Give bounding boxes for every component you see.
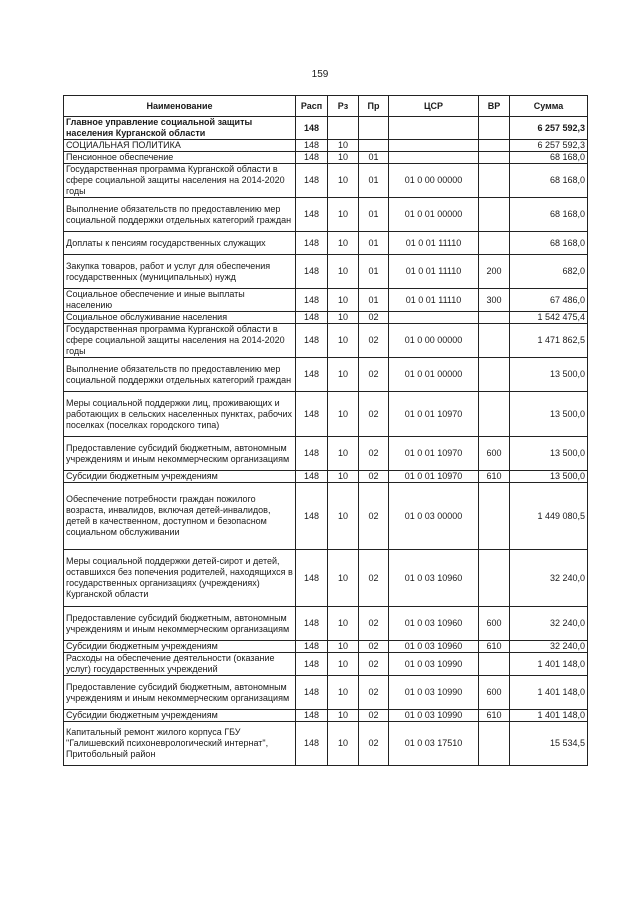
cell-name: Главное управление социальной защиты населения Курганской области: [64, 117, 296, 140]
cell-pr: 01: [359, 164, 389, 198]
cell-sum: 1 471 862,5: [510, 324, 588, 358]
header-pr: Пр: [359, 96, 389, 117]
cell-pr: 01: [359, 289, 389, 312]
cell-pr: 01: [359, 255, 389, 289]
cell-rz: 10: [328, 164, 359, 198]
cell-pr: 02: [359, 641, 389, 653]
cell-pr: 02: [359, 392, 389, 437]
cell-sum: 682,0: [510, 255, 588, 289]
cell-vr: 200: [479, 255, 510, 289]
cell-csr: 01 0 01 00000: [389, 198, 479, 232]
cell-name: Социальное обслуживание населения: [64, 312, 296, 324]
cell-vr: 600: [479, 437, 510, 471]
cell-rasp: 148: [296, 255, 328, 289]
cell-sum: 68 168,0: [510, 232, 588, 255]
cell-rasp: 148: [296, 641, 328, 653]
cell-vr: [479, 392, 510, 437]
table-row: [64, 289, 588, 312]
cell-sum: 1 401 148,0: [510, 710, 588, 722]
cell-csr: 01 0 03 10990: [389, 710, 479, 722]
header-csr: ЦСР: [389, 96, 479, 117]
cell-rasp: 148: [296, 483, 328, 550]
cell-rz: 10: [328, 722, 359, 766]
cell-csr: 01 0 03 10960: [389, 641, 479, 653]
cell-rasp: 148: [296, 607, 328, 641]
table-row: [64, 471, 588, 483]
cell-vr: [479, 152, 510, 164]
cell-pr: 02: [359, 722, 389, 766]
table-row: [64, 232, 588, 255]
cell-csr: 01 0 01 10970: [389, 392, 479, 437]
cell-csr: 01 0 00 00000: [389, 164, 479, 198]
table-row: [64, 312, 588, 324]
cell-csr: 01 0 03 17510: [389, 722, 479, 766]
cell-rz: 10: [328, 550, 359, 607]
cell-csr: 01 0 00 00000: [389, 324, 479, 358]
cell-sum: 68 168,0: [510, 198, 588, 232]
cell-name: Закупка товаров, работ и услуг для обеспечения государственных (муниципальных) нужд: [64, 255, 296, 289]
cell-name: Субсидии бюджетным учреждениям: [64, 710, 296, 722]
page-number: 159: [311, 69, 329, 80]
cell-vr: [479, 164, 510, 198]
table-row: [64, 164, 588, 198]
cell-rasp: 148: [296, 722, 328, 766]
table-row: [64, 483, 588, 550]
cell-rz: 10: [328, 358, 359, 392]
cell-sum: 32 240,0: [510, 607, 588, 641]
cell-name: Выполнение обязательств по предоставлению мер социальной поддержки отдельных категорий граждан: [64, 358, 296, 392]
cell-vr: 610: [479, 471, 510, 483]
cell-pr: 02: [359, 607, 389, 641]
cell-pr: [359, 140, 389, 152]
cell-pr: 02: [359, 471, 389, 483]
cell-name: Расходы на обеспечение деятельности (оказание услуг) государственных учреждений: [64, 653, 296, 676]
cell-vr: 600: [479, 676, 510, 710]
cell-name: Государственная программа Курганской области в сфере социальной защиты населения на 2014-2020 годы: [64, 324, 296, 358]
cell-csr: 01 0 01 11110: [389, 232, 479, 255]
table-header-row: [64, 96, 588, 117]
cell-rz: 10: [328, 437, 359, 471]
cell-name: Предоставление субсидий бюджетным, автономным учреждениям и иным некоммерческим организациям: [64, 437, 296, 471]
cell-csr: 01 0 01 11110: [389, 289, 479, 312]
cell-rz: 10: [328, 289, 359, 312]
table-row: [64, 437, 588, 471]
cell-rasp: 148: [296, 437, 328, 471]
cell-rasp: 148: [296, 232, 328, 255]
cell-rasp: 148: [296, 358, 328, 392]
table-row: [64, 722, 588, 766]
cell-rasp: 148: [296, 324, 328, 358]
cell-sum: 32 240,0: [510, 550, 588, 607]
cell-name: СОЦИАЛЬНАЯ ПОЛИТИКА: [64, 140, 296, 152]
table-row: [64, 550, 588, 607]
cell-vr: [479, 653, 510, 676]
cell-rz: 10: [328, 653, 359, 676]
cell-pr: 01: [359, 198, 389, 232]
cell-name: Меры социальной поддержки детей-сирот и детей, оставшихся без попечения родителей, находящихся в государственных организациях (учреждениях) Курганской области: [64, 550, 296, 607]
cell-rz: 10: [328, 392, 359, 437]
cell-sum: 13 500,0: [510, 392, 588, 437]
cell-name: Меры социальной поддержки лиц, проживающих и работающих в сельских населенных пунктах, рабочих поселках (поселках городского типа): [64, 392, 296, 437]
cell-pr: 02: [359, 653, 389, 676]
header-name: Наименование: [64, 96, 296, 117]
cell-sum: 6 257 592,3: [510, 117, 588, 140]
cell-name: Государственная программа Курганской области в сфере социальной защиты населения на 2014-2020 годы: [64, 164, 296, 198]
cell-vr: 610: [479, 641, 510, 653]
cell-sum: 1 542 475,4: [510, 312, 588, 324]
cell-rasp: 148: [296, 676, 328, 710]
cell-rasp: 148: [296, 198, 328, 232]
cell-vr: [479, 324, 510, 358]
cell-vr: [479, 483, 510, 550]
table-row: [64, 140, 588, 152]
table-row: [64, 392, 588, 437]
table-row: [64, 324, 588, 358]
cell-name: Субсидии бюджетным учреждениям: [64, 471, 296, 483]
cell-vr: [479, 312, 510, 324]
cell-pr: 02: [359, 483, 389, 550]
cell-csr: 01 0 01 10970: [389, 437, 479, 471]
cell-rz: 10: [328, 483, 359, 550]
cell-name: Доплаты к пенсиям государственных служащих: [64, 232, 296, 255]
cell-pr: [359, 117, 389, 140]
cell-csr: 01 0 03 10960: [389, 550, 479, 607]
cell-rasp: 148: [296, 140, 328, 152]
cell-rz: 10: [328, 255, 359, 289]
cell-name: Предоставление субсидий бюджетным, автономным учреждениям и иным некоммерческим организациям: [64, 676, 296, 710]
cell-csr: 01 0 03 00000: [389, 483, 479, 550]
table-row: [64, 198, 588, 232]
cell-vr: [479, 358, 510, 392]
cell-pr: 02: [359, 710, 389, 722]
cell-pr: 02: [359, 324, 389, 358]
cell-rasp: 148: [296, 152, 328, 164]
cell-sum: 13 500,0: [510, 437, 588, 471]
cell-sum: 1 449 080,5: [510, 483, 588, 550]
table-row: [64, 152, 588, 164]
cell-rz: 10: [328, 710, 359, 722]
table-row: [64, 255, 588, 289]
cell-rasp: 148: [296, 289, 328, 312]
cell-rasp: 148: [296, 117, 328, 140]
table-row: [64, 653, 588, 676]
cell-pr: 02: [359, 676, 389, 710]
cell-vr: [479, 232, 510, 255]
table-row: [64, 117, 588, 140]
cell-rz: 10: [328, 471, 359, 483]
cell-csr: [389, 152, 479, 164]
cell-csr: [389, 117, 479, 140]
cell-vr: 600: [479, 607, 510, 641]
budget-table: [63, 95, 588, 766]
cell-vr: 300: [479, 289, 510, 312]
cell-vr: [479, 140, 510, 152]
cell-sum: 6 257 592,3: [510, 140, 588, 152]
cell-vr: 610: [479, 710, 510, 722]
cell-sum: 13 500,0: [510, 471, 588, 483]
cell-csr: 01 0 01 00000: [389, 358, 479, 392]
cell-name: Выполнение обязательств по предоставлению мер социальной поддержки отдельных категорий граждан: [64, 198, 296, 232]
cell-sum: 15 534,5: [510, 722, 588, 766]
cell-rasp: 148: [296, 550, 328, 607]
cell-vr: [479, 117, 510, 140]
cell-pr: 02: [359, 358, 389, 392]
table-row: [64, 641, 588, 653]
cell-rasp: 148: [296, 471, 328, 483]
cell-name: Предоставление субсидий бюджетным, автономным учреждениям и иным некоммерческим организациям: [64, 607, 296, 641]
cell-rz: 10: [328, 152, 359, 164]
cell-sum: 68 168,0: [510, 152, 588, 164]
cell-sum: 67 486,0: [510, 289, 588, 312]
cell-sum: 13 500,0: [510, 358, 588, 392]
cell-name: Социальное обеспечение и иные выплаты населению: [64, 289, 296, 312]
cell-sum: 1 401 148,0: [510, 653, 588, 676]
cell-pr: 02: [359, 550, 389, 607]
cell-csr: 01 0 01 10970: [389, 471, 479, 483]
header-sum: Сумма: [510, 96, 588, 117]
cell-rz: 10: [328, 232, 359, 255]
cell-sum: 32 240,0: [510, 641, 588, 653]
cell-rasp: 148: [296, 312, 328, 324]
cell-rasp: 148: [296, 164, 328, 198]
cell-vr: [479, 198, 510, 232]
cell-rz: 10: [328, 324, 359, 358]
cell-csr: 01 0 03 10990: [389, 653, 479, 676]
header-rasp: Расп: [296, 96, 328, 117]
cell-pr: 01: [359, 232, 389, 255]
cell-rasp: 148: [296, 653, 328, 676]
cell-csr: 01 0 03 10990: [389, 676, 479, 710]
cell-rz: [328, 117, 359, 140]
cell-rasp: 148: [296, 710, 328, 722]
cell-rz: 10: [328, 312, 359, 324]
cell-rasp: 148: [296, 392, 328, 437]
cell-sum: 1 401 148,0: [510, 676, 588, 710]
cell-sum: 68 168,0: [510, 164, 588, 198]
cell-rz: 10: [328, 676, 359, 710]
cell-csr: [389, 140, 479, 152]
cell-name: Пенсионное обеспечение: [64, 152, 296, 164]
cell-csr: 01 0 01 11110: [389, 255, 479, 289]
cell-pr: 02: [359, 437, 389, 471]
cell-csr: [389, 312, 479, 324]
header-vr: ВР: [479, 96, 510, 117]
cell-name: Капитальный ремонт жилого корпуса ГБУ "Галишевский психоневрологический интернат", Притобольный район: [64, 722, 296, 766]
cell-rz: 10: [328, 641, 359, 653]
cell-vr: [479, 722, 510, 766]
cell-csr: 01 0 03 10960: [389, 607, 479, 641]
header-rz: Рз: [328, 96, 359, 117]
table-row: [64, 676, 588, 710]
table-row: [64, 710, 588, 722]
cell-rz: 10: [328, 140, 359, 152]
cell-pr: 01: [359, 152, 389, 164]
cell-pr: 02: [359, 312, 389, 324]
cell-rz: 10: [328, 198, 359, 232]
cell-vr: [479, 550, 510, 607]
cell-name: Субсидии бюджетным учреждениям: [64, 641, 296, 653]
cell-rz: 10: [328, 607, 359, 641]
table-row: [64, 358, 588, 392]
cell-name: Обеспечение потребности граждан пожилого возраста, инвалидов, включая детей-инвалидов, детей в качественном, доступном и безопасном социальном обслуживании: [64, 483, 296, 550]
table-row: [64, 607, 588, 641]
